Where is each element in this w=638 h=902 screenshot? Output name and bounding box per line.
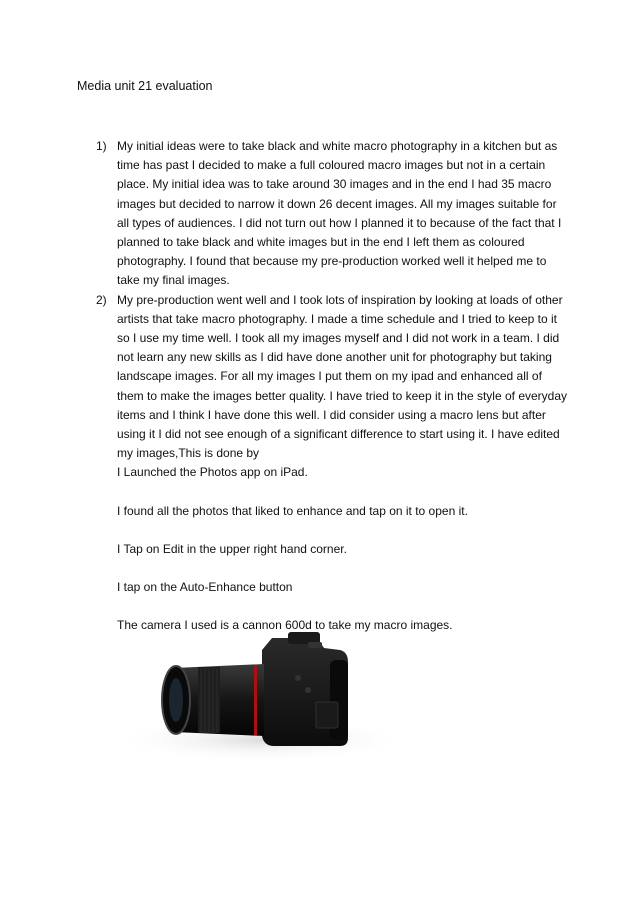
line-gap: [117, 559, 568, 578]
camera-image: [112, 620, 412, 770]
line-gap: [117, 597, 568, 616]
step-line: I Launched the Photos app on iPad.: [117, 465, 308, 480]
line-gap: [117, 521, 568, 540]
port-cover: [316, 702, 338, 728]
lens-glass: [169, 678, 183, 722]
lens-red-ring: [254, 665, 257, 735]
list-number: 1): [96, 139, 107, 153]
button: [295, 675, 301, 681]
step-line: I Tap on Edit in the upper right hand corner.: [117, 541, 347, 556]
list-number: 2): [96, 292, 107, 307]
paragraph-text: My pre-production went well and I took lots of inspiration by looking at loads of other artists that take macro photography. I made a time schedule and I tried to keep to it so I use my time well. I took all my images myself and I did not work in a team. I did not learn any new skills as I did have done another unit for photography but taking landscape images. For all my images I put them on my ipad and enhanced all of them to make the images better quality. I have tried to keep it in the style of everyday items and I think I have done this well. I did consider using a macro lens but after using it I did not see enough of a significant difference to start using it. I have edited my images,This is done by: [117, 292, 568, 461]
mode-dial: [308, 642, 322, 648]
step-line: I tap on the Auto-Enhance button: [117, 580, 293, 595]
document-title: Media unit 21 evaluation: [77, 79, 213, 93]
line-gap: [117, 483, 568, 502]
list-item: [96, 137, 568, 291]
list-item: [96, 291, 568, 636]
step-line: I found all the photos that liked to enhance and tap on it to open it.: [117, 503, 468, 518]
button: [305, 687, 311, 693]
step-line: The camera I used is a cannon 600d to take my macro images.: [117, 618, 453, 633]
paragraph-text: My initial ideas were to take black and white macro photography in a kitchen but as time has past I decided to make a full coloured macro images but not in a certain place. My initial idea was to take around 30 images and in the end I had 35 macro images but decided to narrow it down 26 decent images. All my images suitable for all types of audiences. I did not turn out how I planned it to because of the fact that I planned to take black and white images but in the end I left them as coloured photography. I found that because my pre-production worked well it helped me to take my final images.: [117, 139, 562, 288]
evaluation-list: [96, 137, 568, 635]
